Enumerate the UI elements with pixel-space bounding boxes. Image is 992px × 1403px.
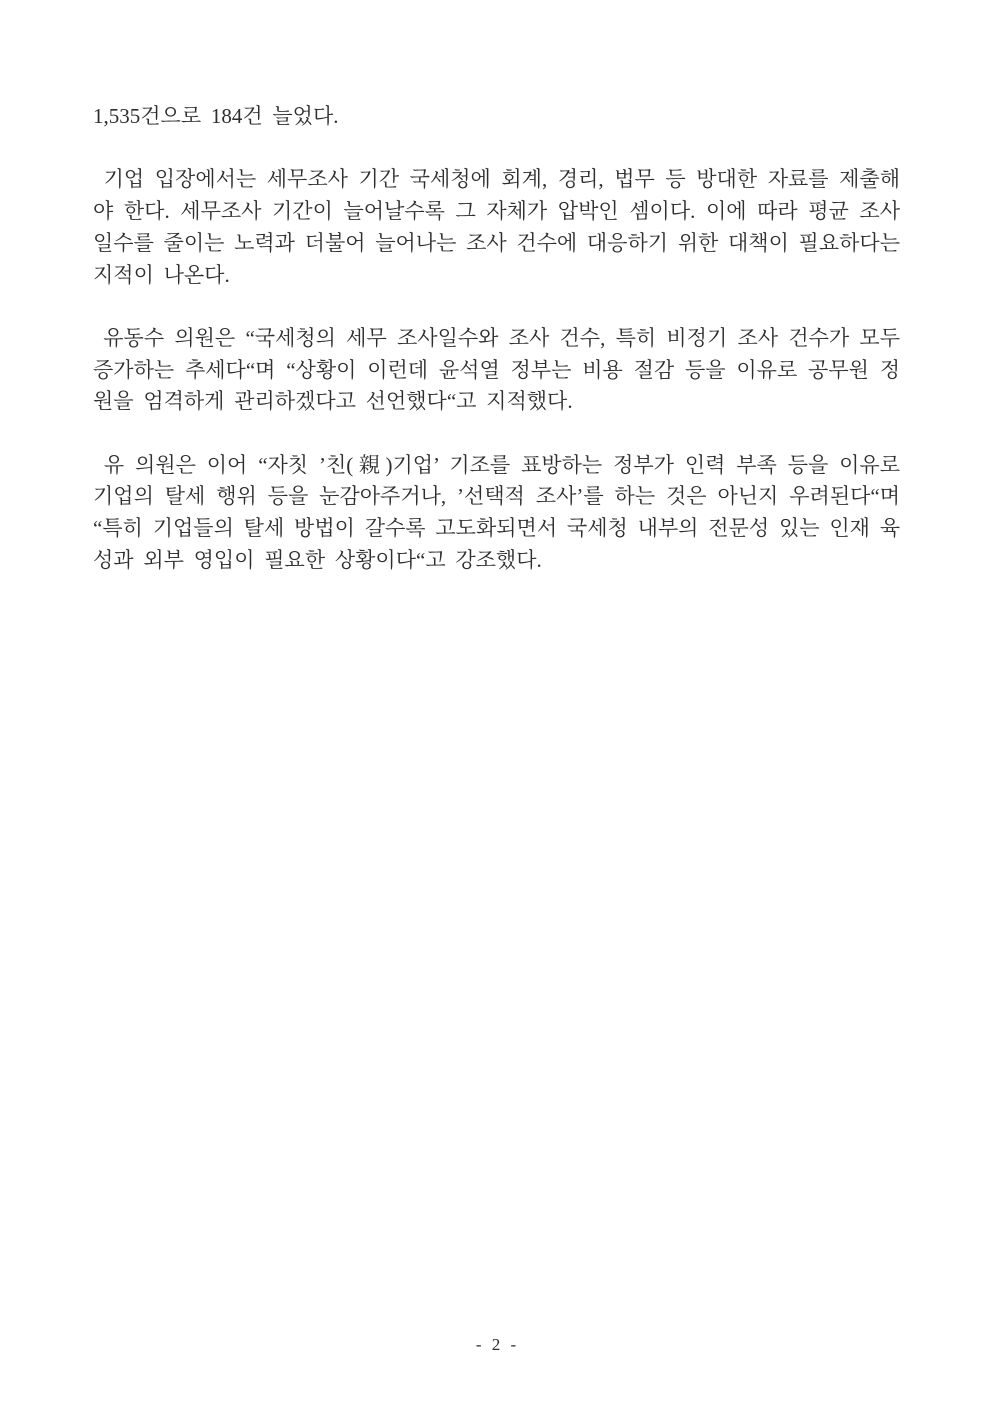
page-footer (0, 1334, 992, 1356)
text-line: 일수를 줄이는 노력과 더불어 늘어나는 조사 건수에 대응하기 위한 대책이 필요하다는 (93, 230, 900, 255)
text-line: 유동수 의원은 “국세청의 세무 조사일수와 조사 건수, 특히 비정기 조사 건수가 모두 (93, 325, 900, 350)
text-line: 증가하는 추세다“며 “상황이 이런데 윤석열 정부는 비용 절감 등을 이유로 공무원 정 (93, 357, 900, 382)
text-line: 야 한다. 세무조사 기간이 늘어날수록 그 자체가 압박인 셈이다. 이에 따라 평균 조사 (93, 199, 900, 224)
text-line: 성과 외부 영입이 필요한 상황이다“고 강조했다. (93, 547, 542, 572)
page-number: - 2 - (475, 1335, 517, 1354)
paragraph-2 (93, 164, 900, 291)
paragraph-3 (93, 323, 900, 418)
text-line: 1,535건으로 184건 늘었다. (93, 104, 339, 128)
text-line: 기업 입장에서는 세무조사 기간 국세청에 회계, 경리, 법무 등 방대한 자료를 제출해 (93, 167, 901, 192)
paragraph-4 (93, 450, 900, 577)
text-line: 기업의 탈세 행위 등을 눈감아주거나, ’선택적 조사’를 하는 것은 아닌지 우려된다“며 (93, 484, 900, 509)
text-line: “특히 기업들의 탈세 방법이 갈수록 고도화되면서 국세청 내부의 전문성 있는 인재 육 (93, 516, 900, 541)
text-line: 지적이 나온다. (93, 262, 230, 287)
document-body (93, 101, 900, 577)
text-line: 유 의원은 이어 “자칫 ’친(親)기업’ 기조를 표방하는 정부가 인력 부족 등을 이유로 (93, 452, 901, 477)
paragraph-1 (93, 101, 900, 133)
text-line: 원을 엄격하게 관리하겠다고 선언했다“고 지적했다. (93, 389, 573, 414)
